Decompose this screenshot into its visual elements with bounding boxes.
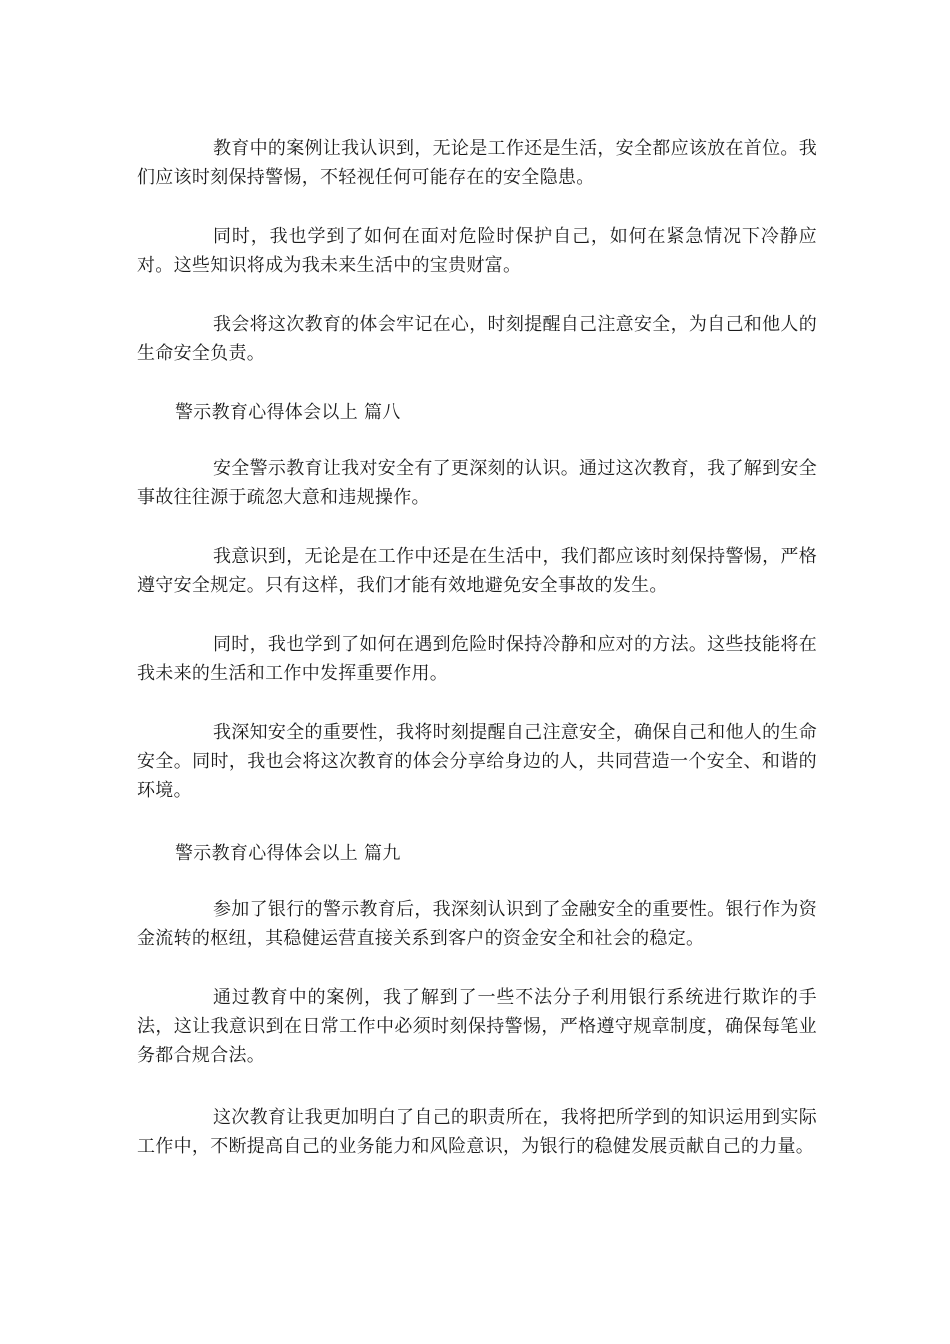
paragraph: 参加了银行的警示教育后，我深刻认识到了金融安全的重要性。银行作为资金流转的枢纽，其稳健运营直接关系到客户的资金安全和社会的稳定。 (137, 899, 817, 949)
paragraph: 我深知安全的重要性，我将时刻提醒自己注意安全，确保自己和他人的生命安全。同时，我也会将这次教育的体会分享给身边的人，共同营造一个安全、和谐的环境。 (137, 722, 817, 801)
paragraph: 安全警示教育让我对安全有了更深刻的认识。通过这次教育，我了解到安全事故往往源于疏忽大意和违规操作。 (137, 458, 817, 508)
paragraph: 我会将这次教育的体会牢记在心，时刻提醒自己注意安全，为自己和他人的生命安全负责。 (137, 314, 817, 364)
paragraph: 同时，我也学到了如何在面对危险时保护自己，如何在紧急情况下冷静应对。这些知识将成为我未来生活中的宝贵财富。 (137, 226, 817, 276)
section-heading-9: 警示教育心得体会以上 篇九 (175, 843, 401, 864)
paragraph: 我意识到，无论是在工作中还是在生活中，我们都应该时刻保持警惕，严格遵守安全规定。只有这样，我们才能有效地避免安全事故的发生。 (137, 546, 817, 596)
section-heading-8: 警示教育心得体会以上 篇八 (175, 402, 401, 423)
paragraph: 教育中的案例让我认识到，无论是工作还是生活，安全都应该放在首位。我们应该时刻保持警惕，不轻视任何可能存在的安全隐患。 (137, 138, 817, 188)
paragraph: 同时，我也学到了如何在遇到危险时保持冷静和应对的方法。这些技能将在我未来的生活和工作中发挥重要作用。 (137, 634, 817, 684)
paragraph: 通过教育中的案例，我了解到了一些不法分子利用银行系统进行欺诈的手法，这让我意识到在日常工作中必须时刻保持警惕，严格遵守规章制度，确保每笔业务都合规合法。 (137, 987, 817, 1066)
paragraph: 这次教育让我更加明白了自己的职责所在，我将把所学到的知识运用到实际工作中，不断提高自己的业务能力和风险意识，为银行的稳健发展贡献自己的力量。 (137, 1107, 817, 1157)
